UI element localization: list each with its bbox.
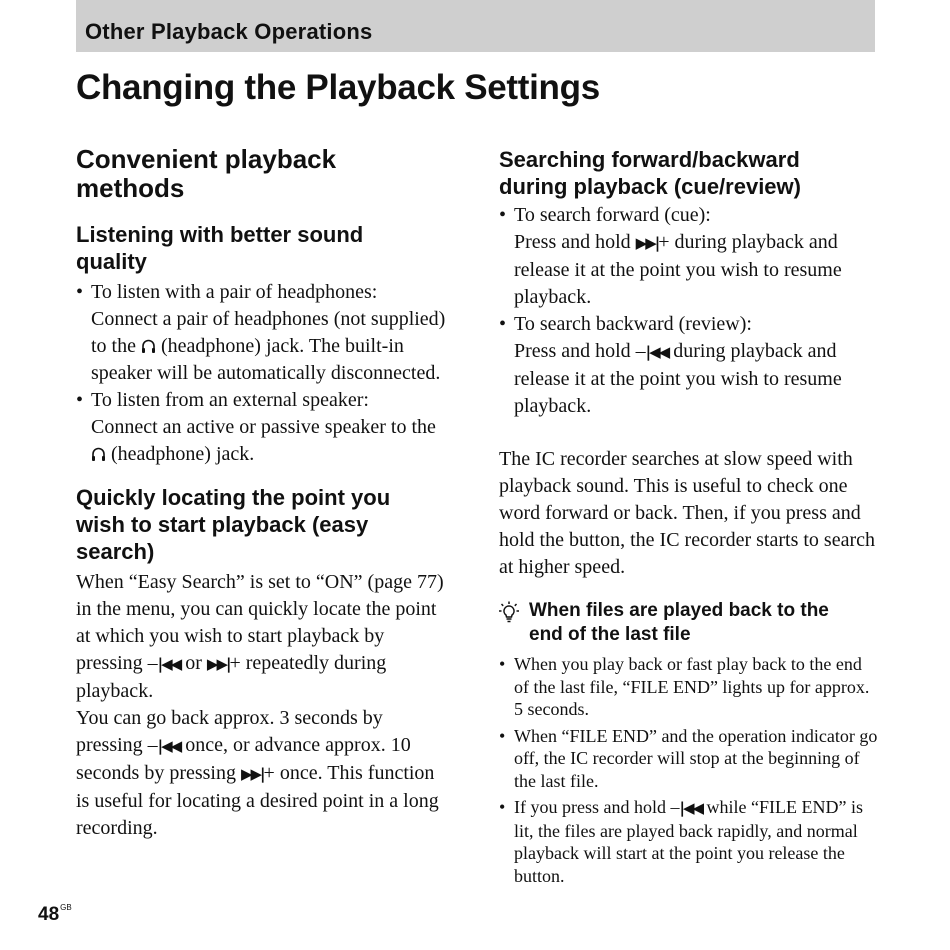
easy-search-paragraph: You can go back approx. 3 seconds by pressing –|◀◀ once, or advance approx. 10 seconds by pressing ▶▶|+ once. This function is useful for locating a desired point in a long recording. xyxy=(76,707,439,839)
bullet-text: Connect a pair of headphones (not supplied) to the xyxy=(91,308,446,357)
better-sound-list xyxy=(76,279,452,468)
list-item: • To search forward (cue): Press and hold ▶▶|+ during playback and release it at the point you wish to resume playback. xyxy=(499,202,879,311)
list-item: • To search backward (review): Press and hold –|◀◀ during playback and release it at the point you wish to resume playback. xyxy=(499,311,879,420)
tip-title: When files are played back to the end of the last file xyxy=(529,600,829,645)
previous-icon: |◀◀ xyxy=(645,343,669,361)
tip-box xyxy=(499,599,879,887)
lightbulb-icon xyxy=(499,601,519,623)
next-icon: ▶▶| xyxy=(635,234,659,252)
list-item xyxy=(76,279,452,387)
plus-symbol: + xyxy=(263,762,275,784)
plus-symbol: + xyxy=(229,652,241,674)
minus-symbol: – xyxy=(635,340,646,362)
minus-symbol: – xyxy=(147,734,158,756)
page-suffix: GB xyxy=(60,903,72,912)
headphone-icon xyxy=(91,446,106,462)
next-icon: ▶▶| xyxy=(206,655,230,673)
minus-symbol: – xyxy=(147,652,158,674)
bullet-text: (headphone) jack. The built-in speaker will be automatically disconnected. xyxy=(91,335,441,384)
list-item: • If you press and hold –|◀◀ while “FILE END” is lit, the files are played back rapidly, and normal playback will start at the point you release the button. xyxy=(499,796,879,887)
easy-search-body xyxy=(76,569,452,842)
list-item xyxy=(76,387,452,468)
bullet-text: (headphone) jack. xyxy=(106,443,255,465)
bullet-lead: To listen with a pair of headphones: xyxy=(91,281,378,303)
bullet-lead: To search forward (cue): xyxy=(514,204,711,226)
cue-review-paragraph: The IC recorder searches at slow speed with playback sound. This is useful to check one word forward or back. Then, if you press and hold the button, the IC recorder starts to search at higher speed. xyxy=(499,448,875,578)
previous-icon: |◀◀ xyxy=(157,655,181,673)
previous-icon: |◀◀ xyxy=(157,737,181,755)
section-header-bar xyxy=(76,0,875,52)
better-sound-heading: Listening with better sound quality xyxy=(76,222,364,274)
section-title: Other Playback Operations xyxy=(85,19,373,44)
list-item: • When “FILE END” and the operation indicator go off, the IC recorder will stop at the beginning of the last file. xyxy=(499,725,879,793)
convenient-methods-heading: Convenient playback methods xyxy=(76,144,337,203)
next-icon: ▶▶| xyxy=(240,765,264,783)
previous-icon: |◀◀ xyxy=(679,799,703,817)
tip-list xyxy=(499,653,879,887)
page-title: Changing the Playback Settings xyxy=(76,68,600,107)
headphone-icon xyxy=(141,338,156,354)
right-column xyxy=(499,146,879,891)
easy-search-paragraph: When “Easy Search” is set to “ON” (page 77) in the menu, you can quickly locate the point at which you wish to start playback by pressing –|◀◀ or ▶▶|+ repeatedly during playback. xyxy=(76,571,444,702)
cue-review-heading: Searching forward/backward during playback (cue/review) xyxy=(499,147,801,199)
bullet-lead: To listen from an external speaker: xyxy=(91,389,369,411)
left-column xyxy=(76,145,452,842)
bullet-lead: To search backward (review): xyxy=(514,313,752,335)
list-item: • When you play back or fast play back to the end of the last file, “FILE END” lights up for approx. 5 seconds. xyxy=(499,653,879,721)
cue-review-list xyxy=(499,202,879,420)
page-number: $48^{GB}$ xyxy=(38,903,72,925)
bullet-text: Connect an active or passive speaker to the xyxy=(91,416,436,438)
minus-symbol: – xyxy=(670,797,680,817)
easy-search-heading: Quickly locating the point you wish to start playback (easy search) xyxy=(76,485,391,564)
plus-symbol: + xyxy=(658,231,670,253)
